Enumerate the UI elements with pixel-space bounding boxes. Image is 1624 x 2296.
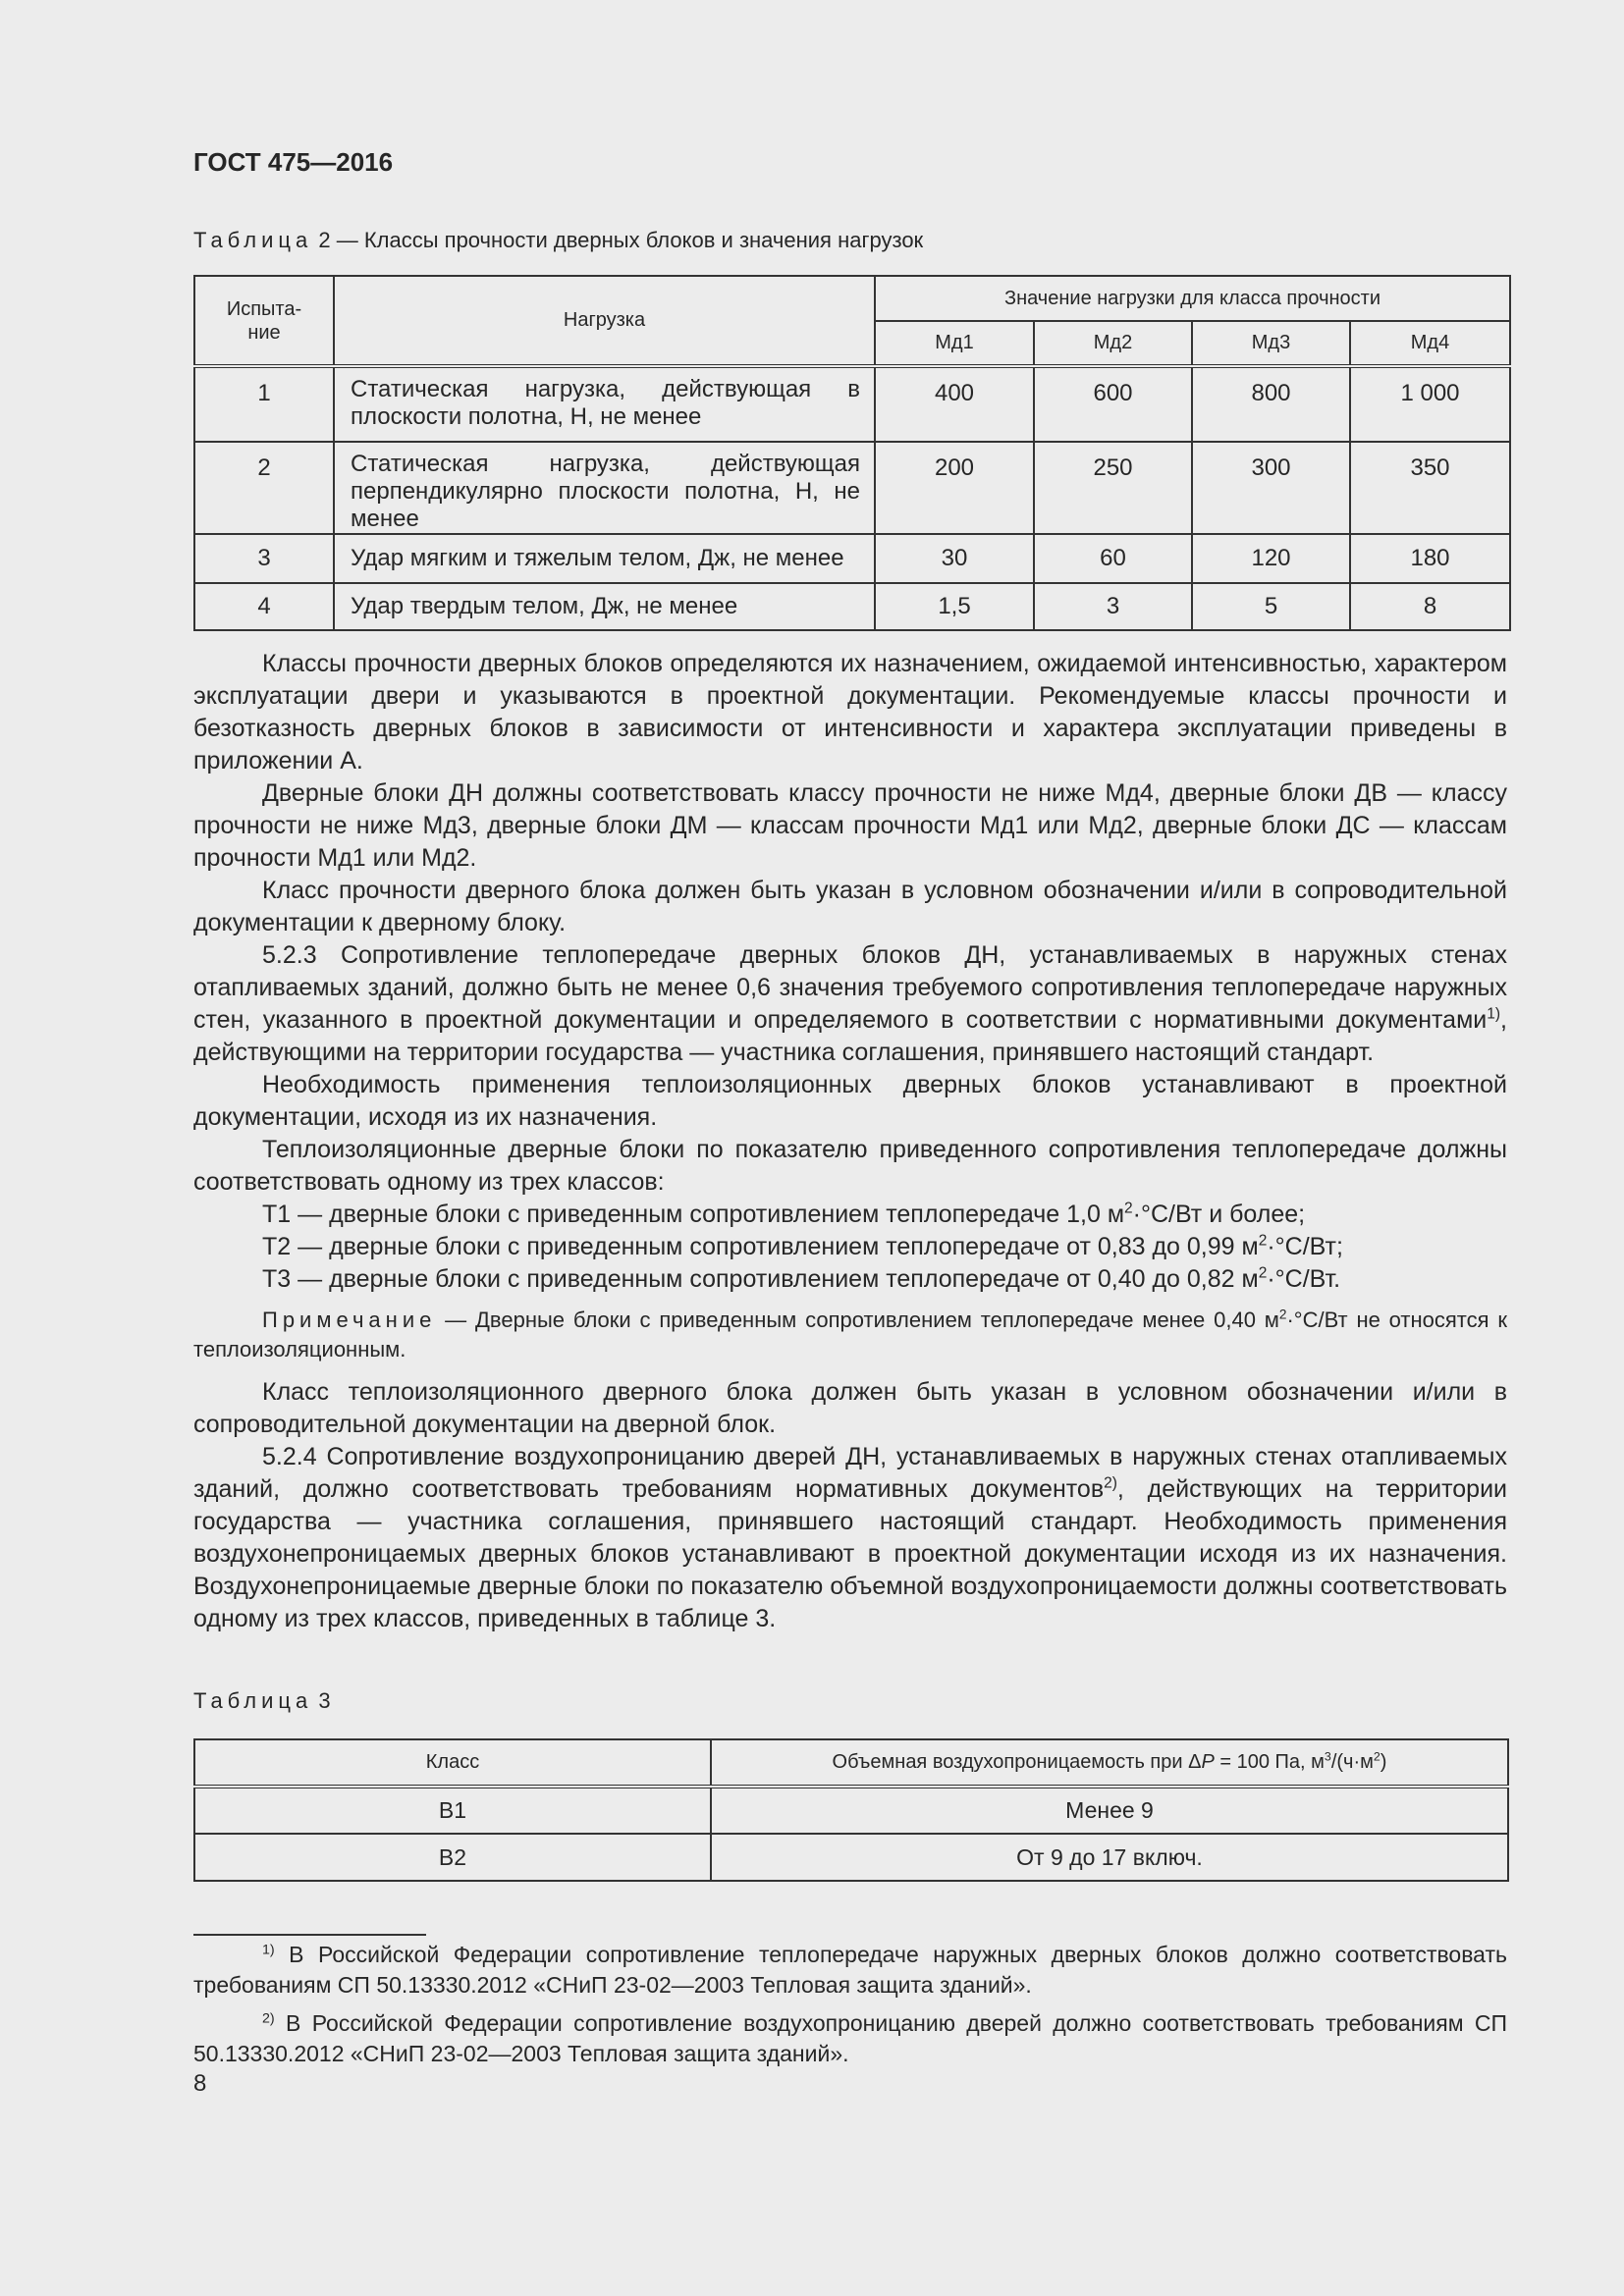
paragraph: Класс прочности дверного блока должен быть указан в условном обозначении и/или в сопроводительной документации к дверному блоку. (193, 877, 1507, 936)
cell-class: В1 (194, 1787, 711, 1834)
header-load: Нагрузка (334, 276, 875, 366)
table3-caption (193, 1688, 331, 1714)
class-t2: Т2 — дверные блоки с приведенным сопротивлением теплопередаче от 0,83 до 0,99 $м^2\cdot^\circ С/Вт$; (262, 1232, 1343, 1260)
cell-permeability: Менее 9 (711, 1787, 1508, 1834)
cell-value: 200 (875, 442, 1034, 534)
header-class-md3: Мд3 (1192, 321, 1350, 366)
table-row (194, 534, 1510, 583)
cell-load: Статическая нагрузка, действующая перпендикулярно плоскости полотна, Н, не менее (334, 442, 875, 534)
note-word: Примечание (262, 1308, 437, 1332)
footnote-ref-1: 1) (1487, 1005, 1501, 1023)
document-header: ГОСТ 475—2016 (193, 147, 394, 177)
footnote-2: $^{2)}$ В Российской Федерации сопротивление воздухопроницанию дверей должно соответствовать требованиям СП 50.13330.2012 «СНиП 23-02—2003 Тепловая защита зданий». (193, 2010, 1507, 2066)
cell-value: 800 (1192, 366, 1350, 442)
cell-value: 300 (1192, 442, 1350, 534)
cell-permeability: От 9 до 17 включ. (711, 1834, 1508, 1881)
table2-caption-word: Таблица (193, 228, 313, 252)
table2-caption-text: 2 — Классы прочности дверных блоков и значения нагрузок (312, 228, 924, 252)
cell-test-number: 1 (194, 366, 334, 442)
header-class: Класс (194, 1739, 711, 1787)
cell-value: 600 (1034, 366, 1192, 442)
paragraph-523: 5.2.3 Сопротивление теплопередаче дверных блоков ДН, устанавливаемых в наружных стенах отапливаемых зданий, должно быть не менее 0,6 значения требуемого сопротивления теплопередаче наружных стен, указанного в проектной документации и определяемого в соответствии с нормативными документами$^{1)}$, действующими на территории государства — участника соглашения, принявшего настоящий стандарт. (193, 941, 1507, 1066)
table-row (194, 1787, 1508, 1834)
cell-test-number: 4 (194, 583, 334, 630)
cell-value: 1,5 (875, 583, 1034, 630)
header-air-permeability: Объемная воздухопроницаемость при ΔP = 100 Па, $м^3/(ч\cdot м^2)$ (711, 1739, 1508, 1787)
table-row (194, 1834, 1508, 1881)
cell-value: 8 (1350, 583, 1510, 630)
table-row (194, 366, 1510, 442)
header-test-number: Испыта- ние (194, 276, 334, 366)
header-class-md2: Мд2 (1034, 321, 1192, 366)
cell-value: 180 (1350, 534, 1510, 583)
cell-value: 350 (1350, 442, 1510, 534)
class-t3: Т3 — дверные блоки с приведенным сопротивлением теплопередаче от 0,40 до 0,82 $м^2\cdot^\circ С/Вт$. (262, 1264, 1341, 1293)
table3-caption-word: Таблица (193, 1688, 313, 1713)
header-load-value-group: Значение нагрузки для класса прочности (875, 276, 1510, 321)
footnote-ref-2: 2) (1104, 1474, 1117, 1492)
table-row (194, 442, 1510, 534)
cell-value: 30 (875, 534, 1034, 583)
header-class-md4: Мд4 (1350, 321, 1510, 366)
cell-value: 120 (1192, 534, 1350, 583)
cell-value: 250 (1034, 442, 1192, 534)
note: Примечание — Дверные блоки с приведенным сопротивлением теплопередаче менее 0,40 $м^2\cdot^\circ С/Вт$ не относятся к теплоизоляционным. (193, 1307, 1508, 1362)
header-class-md1: Мд1 (875, 321, 1034, 366)
paragraph: Необходимость применения теплоизоляционных дверных блоков устанавливают в проектной документации, исходя из их назначения. (193, 1071, 1507, 1131)
footnote-separator (193, 1934, 426, 1936)
cell-test-number: 3 (194, 534, 334, 583)
cell-test-number: 2 (194, 442, 334, 534)
paragraph: Классы прочности дверных блоков определяются их назначением, ожидаемой интенсивностью, характером эксплуатации двери и указываются в проектной документации. Рекомендуемые классы прочности и безотказность дверных блоков в зависимости от интенсивности и характера эксплуатации приведены в приложении А. (193, 650, 1507, 774)
cell-value: 5 (1192, 583, 1350, 630)
page-number: 8 (193, 2070, 207, 2097)
cell-value: 1 000 (1350, 366, 1510, 442)
paragraph: Дверные блоки ДН должны соответствовать классу прочности не ниже Мд4, дверные блоки ДВ — классу прочности не ниже Мд3, дверные блоки ДМ — классам прочности Мд1 или Мд2, дверные блоки ДС — классам прочности Мд1 или Мд2. (193, 779, 1507, 872)
table-row (194, 583, 1510, 630)
class-t1: Т1 — дверные блоки с приведенным сопротивлением теплопередаче 1,0 $м^2\cdot^\circ С/Вт$ и более; (262, 1200, 1306, 1228)
cell-load: Удар мягким и тяжелым телом, Дж, не менее (334, 534, 875, 583)
body-text (193, 648, 1507, 1635)
table2 (193, 275, 1511, 631)
cell-value: 60 (1034, 534, 1192, 583)
paragraph: Класс теплоизоляционного дверного блока должен быть указан в условном обозначении и/или в сопроводительной документации на дверной блок. (193, 1378, 1507, 1438)
paragraph-524: 5.2.4 Сопротивление воздухопроницанию дверей ДН, устанавливаемых в наружных стенах отапливаемых зданий, должно соответствовать требованиям нормативных документов$^{2)}$, действующих на территории государства — участника соглашения, принявшего настоящий стандарт. Необходимость применения воздухонепроницаемых дверных блоков устанавливают в проектной документации исходя из их назначения. Воздухонепроницаемые дверные блоки по показателю объемной воздухопроницаемости должны соответствовать одному из трех классов, приведенных в таблице 3. (193, 1443, 1507, 1632)
cell-load: Статическая нагрузка, действующая в плоскости полотна, Н, не менее (334, 366, 875, 442)
cell-class: В2 (194, 1834, 711, 1881)
table3 (193, 1738, 1509, 1882)
cell-value: 3 (1034, 583, 1192, 630)
footnote-1: $^{1)}$ В Российской Федерации сопротивление теплопередаче наружных дверных блоков должно соответствовать требованиям СП 50.13330.2012 «СНиП 23-02—2003 Тепловая защита зданий». (193, 1942, 1507, 1998)
paragraph: Теплоизоляционные дверные блоки по показателю приведенного сопротивления теплопередаче должны соответствовать одному из трех классов: (193, 1136, 1507, 1196)
table3-caption-text: 3 (312, 1688, 331, 1713)
cell-load: Удар твердым телом, Дж, не менее (334, 583, 875, 630)
footnotes (193, 1940, 1507, 2069)
cell-value: 400 (875, 366, 1034, 442)
table2-caption (193, 228, 923, 253)
